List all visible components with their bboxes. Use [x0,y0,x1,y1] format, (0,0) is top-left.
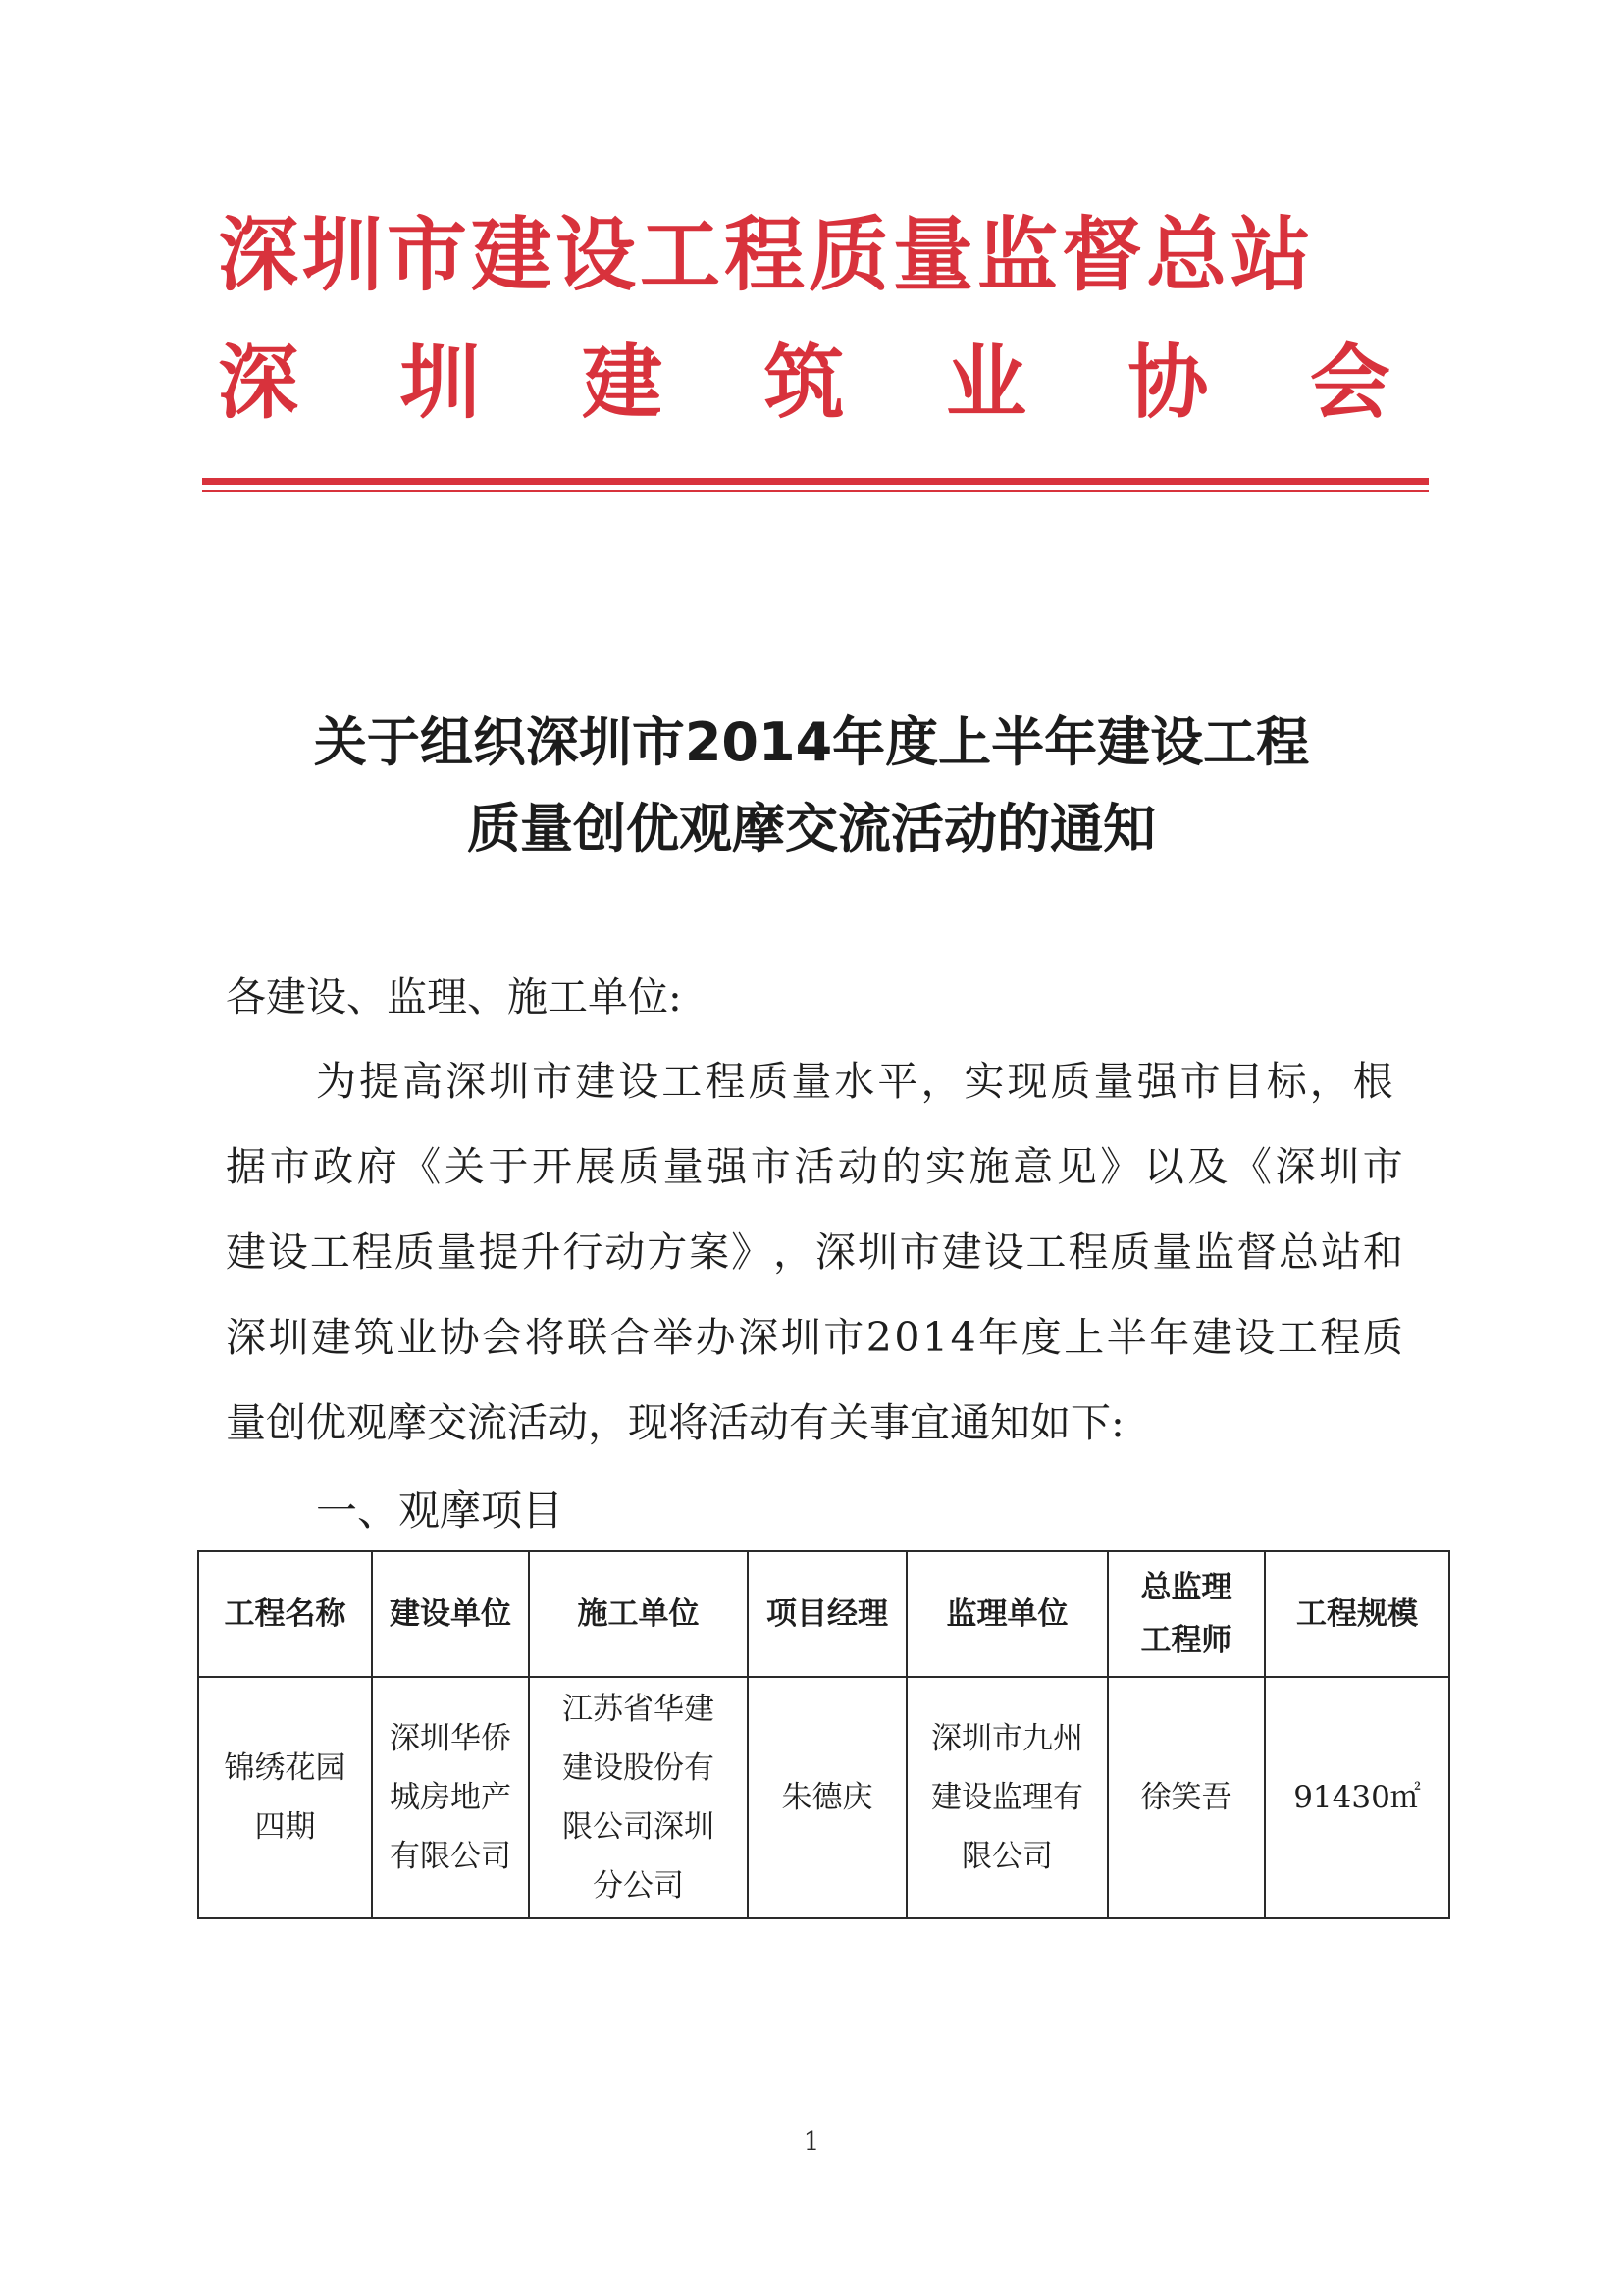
paragraph-char: 市 [269,1143,310,1190]
paragraph-char: 监 [1194,1228,1235,1276]
table-cell: 深圳华侨 城房地产 有限公司 [372,1677,529,1918]
letterhead-rule-thick [202,478,1429,485]
paragraph-char: 0 [894,1314,920,1361]
page-number: 1 [803,2127,820,2157]
paragraph-line [226,1310,1403,1365]
paragraph-char: 及 [1187,1143,1229,1190]
table-header-cell: 总监理 工程师 [1108,1551,1265,1677]
paragraph-char: 设 [983,1228,1024,1276]
paragraph-char: 目 [1223,1058,1264,1105]
paragraph-char: 年 [1149,1314,1190,1361]
paragraph-char: 圳 [780,1314,821,1361]
paragraph-line [226,1225,1403,1279]
paragraph-char: 方 [647,1228,688,1276]
paragraph-char: 上 [1064,1314,1105,1361]
paragraph-char: 建 [311,1314,352,1361]
paragraph-char: 水 [834,1058,875,1105]
paragraph-char: 市 [823,1314,864,1361]
paragraph-char: 量 [1093,1058,1134,1105]
letterhead-rule-thin [202,490,1429,492]
paragraph-char: 深 [226,1314,266,1361]
paragraph-char: 质 [1362,1314,1403,1361]
paragraph-line [226,1395,1403,1450]
paragraph-char: 行 [562,1228,603,1276]
table-cell: 朱德庆 [748,1677,907,1918]
table-header-cell: 项目经理 [748,1551,907,1677]
paragraph-char: 圳 [1319,1143,1360,1190]
table-cell: 91430㎡ [1265,1677,1449,1918]
letterhead-char: 圳 [399,336,481,430]
paragraph-char: ， [772,1228,813,1276]
paragraph-char: 》 [1100,1143,1141,1190]
paragraph-char: 活 [794,1143,835,1190]
paragraph-char: 程 [1068,1228,1109,1276]
paragraph-char: 实 [964,1058,1005,1105]
paragraph-char: 4 [950,1314,976,1361]
paragraph-char: 质 [393,1228,435,1276]
document-title-line-2: 质量创优观摩交流活动的通知 [467,798,1156,860]
paragraph-char: 府 [356,1143,397,1190]
paragraph-char: 工 [661,1058,703,1105]
table-header-cell: 监理单位 [907,1551,1108,1677]
paragraph-char: 施 [969,1143,1010,1190]
table-cell: 锦绣花园 四期 [198,1677,372,1918]
paragraph-char: 量 [662,1143,704,1190]
paragraph-char: 据 [226,1143,266,1190]
document-title-line-1: 关于组织深圳市2014年度上半年建设工程 [313,711,1310,773]
paragraph-char: 深 [1275,1143,1316,1190]
paragraph-char: 设 [267,1228,308,1276]
paragraph-char: 业 [396,1314,438,1361]
paragraph-char: 深 [445,1058,487,1105]
paragraph-char: 联 [567,1314,608,1361]
paragraph-char: 工 [1277,1314,1318,1361]
paragraph-char: 关 [444,1143,485,1190]
paragraph-char: 质 [619,1143,660,1190]
paragraph-char: 动 [837,1143,878,1190]
paragraph-char: 政 [313,1143,354,1190]
paragraph-char: 度 [1021,1314,1062,1361]
paragraph-char: 建 [941,1228,982,1276]
paragraph-char: 强 [1136,1058,1178,1105]
paragraph-char: 根 [1352,1058,1393,1105]
paragraph-line [316,1054,1393,1109]
paragraph-char: 建 [1191,1314,1232,1361]
letterhead-char: 深 [218,336,299,430]
paragraph-char: 动 [604,1228,646,1276]
salutation: 各建设、监理、施工单位: [226,973,682,1020]
paragraph-char: 圳 [268,1314,309,1361]
table-cell: 深圳市九州 建设监理有 限公司 [907,1677,1108,1918]
paragraph-char: 《 [400,1143,442,1190]
letterhead-char: 筑 [763,336,845,430]
paragraph-char: 现 [1007,1058,1048,1105]
paragraph-char: 市 [1362,1143,1403,1190]
letterhead-char: 建 [581,336,662,430]
table-header-cell: 工程规模 [1265,1551,1449,1677]
letterhead-char: 协 [1127,336,1209,430]
paragraph-char: 设 [1234,1314,1276,1361]
paragraph-char: 2 [865,1314,892,1361]
projects-table [197,1550,1450,1919]
paragraph-char: 质 [1110,1228,1151,1276]
table-header-cell: 工程名称 [198,1551,372,1677]
paragraph-char: 办 [695,1314,736,1361]
paragraph-char: 督 [1236,1228,1278,1276]
table-header-row [198,1551,1449,1677]
paragraph-char: 平 [877,1058,918,1105]
paragraph-char: 程 [351,1228,393,1276]
paragraph-char: 举 [653,1314,694,1361]
table-row [198,1677,1449,1918]
paragraph-char: 质 [1050,1058,1091,1105]
paragraph-char: 为 [316,1058,356,1105]
table-cell: 江苏省华建 建设股份有 限公司深圳 分公司 [529,1677,748,1918]
paragraph-char: 程 [1320,1314,1361,1361]
paragraph-char: 质 [748,1058,789,1105]
paragraph-char: 实 [925,1143,966,1190]
paragraph-char: 圳 [857,1228,898,1276]
section-heading: 一、观摩项目 [316,1487,564,1535]
paragraph-char: 站 [1320,1228,1361,1276]
paragraph-char: ， [1309,1058,1350,1105]
paragraph-char: 会 [482,1314,523,1361]
paragraph-char: 筑 [353,1314,394,1361]
paragraph-char: 建 [575,1058,616,1105]
paragraph-char: 总 [1279,1228,1320,1276]
paragraph-char: 》 [731,1228,772,1276]
paragraph-char: 市 [899,1228,940,1276]
paragraph-char: 市 [532,1058,573,1105]
paragraph-char: 强 [707,1143,748,1190]
paragraph-char: 1 [921,1314,949,1361]
paragraph-char: 标 [1266,1058,1307,1105]
letterhead-char: 会 [1309,336,1390,430]
paragraph-char: 年 [978,1314,1020,1361]
paragraph-line-text: 量创优观摩交流活动，现将活动有关事宜通知如下: [226,1399,1125,1446]
paragraph-char: 意 [1013,1143,1054,1190]
paragraph-char: 深 [814,1228,856,1276]
paragraph-char: 深 [738,1314,779,1361]
paragraph-char: 设 [618,1058,659,1105]
table-header-cell: 施工单位 [529,1551,748,1677]
paragraph-char: 提 [359,1058,400,1105]
paragraph-char: 开 [531,1143,572,1190]
paragraph-char: 量 [791,1058,832,1105]
paragraph-char: 程 [705,1058,746,1105]
letterhead-org-2 [218,334,1390,432]
paragraph-char: 市 [750,1143,791,1190]
table-cell: 徐笑吾 [1108,1677,1265,1918]
paragraph-char: 高 [402,1058,444,1105]
paragraph-char: 以 [1143,1143,1184,1190]
paragraph-char: 《 [1230,1143,1272,1190]
paragraph-char: 市 [1179,1058,1221,1105]
letterhead-org-1: 深圳市建设工程质量监督总站 [218,208,1316,302]
paragraph-char: 见 [1056,1143,1097,1190]
paragraph-line [226,1139,1403,1194]
letterhead-char: 业 [945,336,1026,430]
paragraph-char: ， [920,1058,962,1105]
paragraph-char: 和 [1362,1228,1403,1276]
paragraph-char: 工 [309,1228,350,1276]
paragraph-char: 半 [1106,1314,1147,1361]
paragraph-char: 升 [520,1228,561,1276]
paragraph-char: 圳 [489,1058,530,1105]
paragraph-char: 于 [488,1143,529,1190]
paragraph-char: 的 [881,1143,922,1190]
paragraph-char: 合 [609,1314,651,1361]
paragraph-char: 建 [226,1228,266,1276]
paragraph-char: 提 [478,1228,519,1276]
paragraph-char: 量 [1152,1228,1193,1276]
table-header-cell: 建设单位 [372,1551,529,1677]
paragraph-char: 量 [436,1228,477,1276]
paragraph-char: 工 [1025,1228,1067,1276]
paragraph-char: 将 [524,1314,565,1361]
paragraph-char: 展 [575,1143,616,1190]
paragraph-char: 协 [439,1314,480,1361]
paragraph-char: 案 [689,1228,730,1276]
